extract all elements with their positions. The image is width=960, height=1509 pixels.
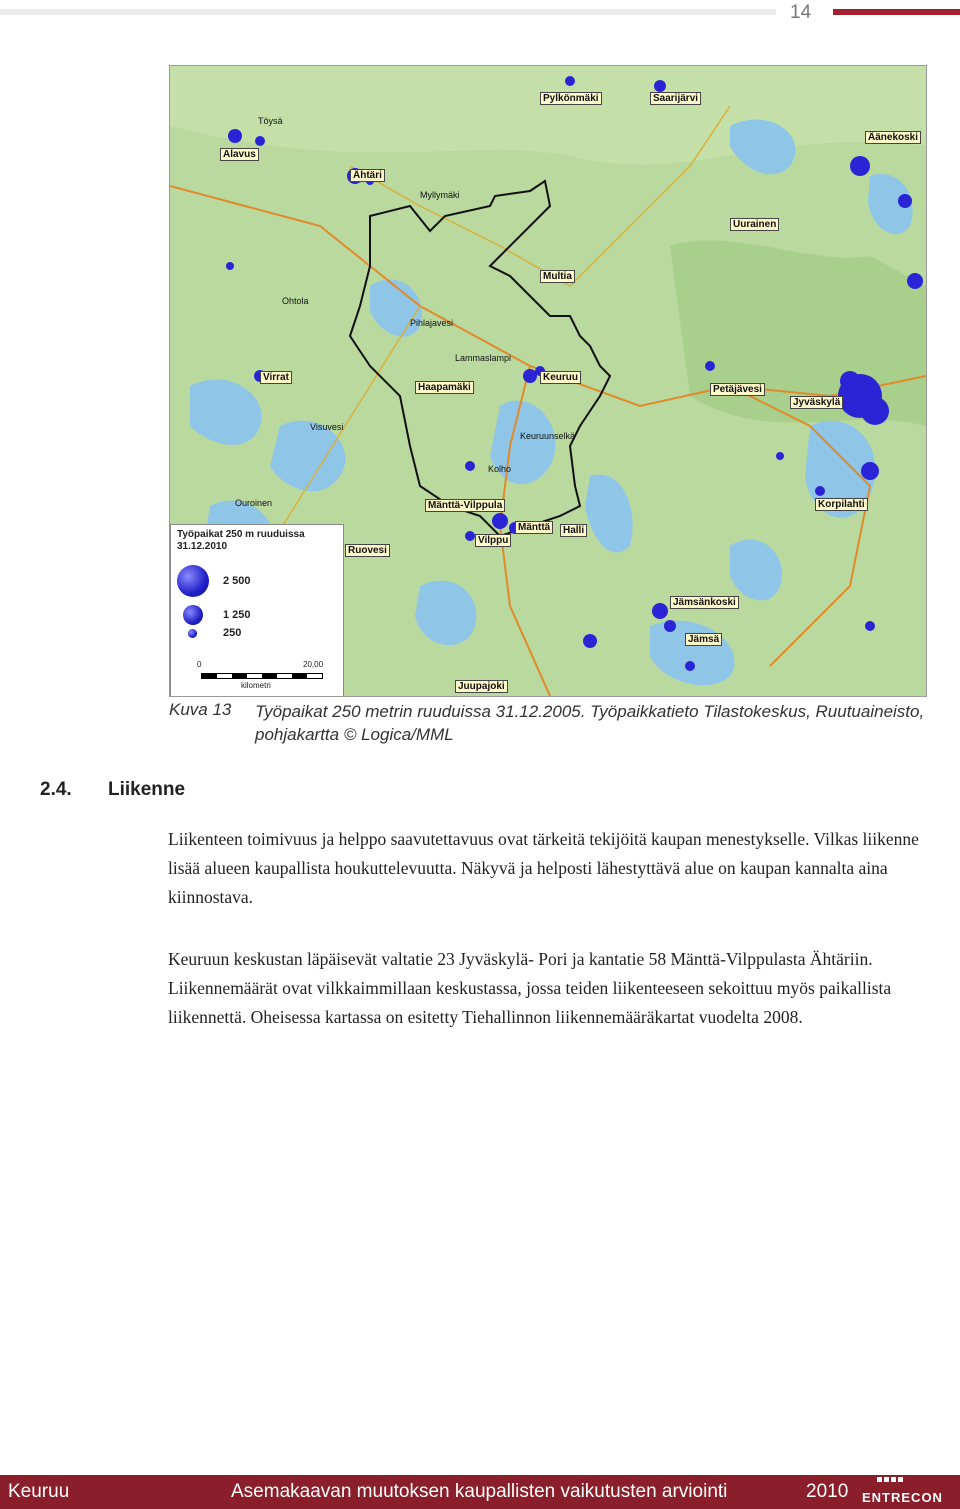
place-label: Juupajoki	[455, 680, 508, 693]
place-label: Ruovesi	[345, 544, 390, 557]
legend-value-large: 2 500	[223, 575, 251, 587]
legend-value-medium: 1 250	[223, 609, 251, 621]
page-number: 14	[790, 2, 812, 23]
place-label: Virrat	[260, 371, 292, 384]
place-label: Korpilahti	[815, 498, 868, 511]
place-label: Keuruu	[540, 371, 581, 384]
place-label: Jyväskylä	[790, 396, 843, 409]
header-accent-rule	[833, 9, 960, 15]
legend-circle-medium	[183, 605, 203, 625]
figure-label: Kuva 13	[169, 700, 232, 719]
place-label: Pylkönmäki	[540, 92, 602, 105]
place-label: Alavus	[220, 148, 259, 161]
place-label: Jämsänkoski	[670, 596, 739, 609]
footer-title: Asemakaavan muutoksen kaupallisten vaikutusten arviointi	[231, 1481, 728, 1502]
scale-end: 20,00	[303, 660, 324, 669]
place-label: Visuvesi	[310, 422, 344, 432]
employment-map	[169, 65, 927, 697]
legend-circle-small	[188, 629, 197, 638]
footer-bar	[0, 1475, 960, 1509]
place-label: Keuruunselkä	[520, 431, 576, 441]
footer-logo-text: ENTRECON	[862, 1490, 943, 1505]
place-label: Jämsä	[685, 633, 722, 646]
place-label: Mänttä	[515, 521, 553, 534]
body-paragraph: Keuruun keskustan läpäisevät valtatie 23 Jyväskylä- Pori ja kantatie 58 Mänttä-Vilppulasta Ähtäriin. Liikennemäärät ovat vilkkaimmillaan keskustassa, jossa teiden liikenteeseen sekoittuu myös paikallista liikennettä. Oheisessa kartassa on esitetty Tiehallinnon liikennemääräkartat vuodelta 2008.	[168, 949, 892, 1027]
place-label: Haapamäki	[415, 381, 474, 394]
place-label: Vilppu	[475, 534, 511, 547]
figure-caption: Työpaikat 250 metrin ruuduissa 31.12.2005. Työpaikkatieto Tilastokeskus, Ruutuaineisto, pohjakartta © Logica/MML	[255, 702, 925, 744]
scale-start: 0	[197, 660, 202, 669]
place-label: Pihlajavesi	[410, 318, 454, 328]
scale-bar	[201, 673, 323, 679]
place-label: Halli	[560, 524, 587, 537]
place-label: Saarijärvi	[650, 92, 701, 105]
place-label: Ouroinen	[235, 498, 273, 508]
place-label: Multia	[540, 270, 575, 283]
place-label: Töysä	[258, 116, 283, 126]
place-label: Lammaslampi	[455, 353, 512, 363]
place-label: Mänttä-Vilppula	[425, 499, 505, 512]
header-rule	[0, 9, 776, 15]
footer-location: Keuruu	[8, 1481, 70, 1502]
place-label: Ähtäri	[350, 169, 385, 182]
place-label: Myllymäki	[420, 190, 460, 200]
map-legend	[170, 524, 344, 697]
place-label: Petäjävesi	[710, 383, 765, 396]
place-label: Kolho	[488, 464, 512, 474]
entrecon-logo-icon	[875, 1463, 903, 1491]
scale-unit: kilometri	[241, 681, 271, 690]
body-paragraph: Liikenteen toimivuus ja helppo saavutettavuus ovat tärkeitä tekijöitä kaupan menestykselle. Vilkas liikenne lisää alueen kaupallista houkuttelevuutta. Näkyvä ja helposti lähestyttävä alue on kaupan kannalta aina kiinnostava.	[168, 829, 919, 907]
legend-circle-large	[177, 565, 209, 597]
place-label: Äänekoski	[865, 131, 921, 144]
place-label: Ohtola	[282, 296, 309, 306]
section-title: Liikenne	[108, 779, 186, 800]
legend-title: Työpaikat 250 m ruuduissa 31.12.2010	[177, 529, 305, 552]
legend-value-small: 250	[223, 627, 242, 639]
section-number: 2.4.	[40, 779, 72, 800]
footer-year: 2010	[806, 1481, 849, 1502]
place-label: Uurainen	[730, 218, 779, 231]
